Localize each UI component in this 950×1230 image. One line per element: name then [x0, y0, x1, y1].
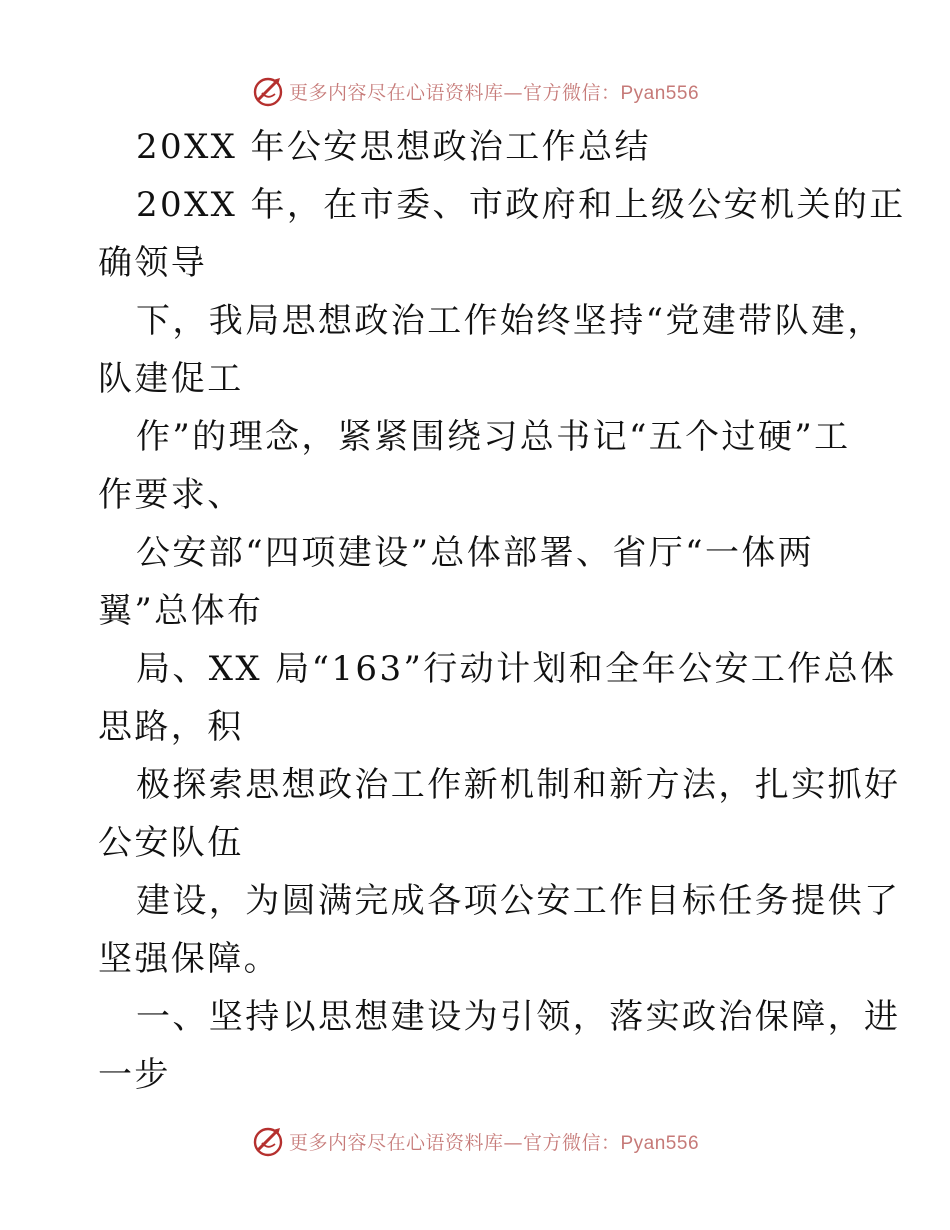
watermark-text: 更多内容尽在心语资料库—官方微信：Pyan556: [288, 81, 700, 104]
watermark-banner-top: [0, 71, 950, 111]
document-title: 20XX 年公安思想政治工作总结: [136, 127, 651, 167]
paragraph-line: 极探索思想政治工作新机制和新方法，扎实抓好: [136, 765, 901, 805]
paragraph-line: 队建促工: [98, 359, 244, 399]
paragraph-line: 公安部“四项建设”总体部署、省厅“一体两: [136, 533, 815, 573]
pen-seal-icon: [251, 74, 285, 108]
watermark-banner-bottom: [0, 1121, 950, 1161]
paragraph-line: 建设，为圆满完成各项公安工作目标任务提供了: [136, 881, 901, 921]
paragraph-line: 思路，积: [98, 707, 244, 747]
paragraph-line: 坚强保障。: [98, 939, 280, 979]
watermark-group: [251, 74, 699, 108]
paragraph-line: 作”的理念，紧紧围绕习总书记“五个过硬”工: [136, 417, 851, 457]
paragraph-line: 20XX 年，在市委、市政府和上级公安机关的正: [136, 185, 906, 225]
paragraph-line: 作要求、: [98, 475, 244, 515]
paragraph-line: 确领导: [98, 243, 208, 283]
paragraph-line: 公安队伍: [98, 823, 244, 863]
watermark-group: [251, 1124, 699, 1158]
document-body: [98, 118, 906, 1104]
paragraph-line: 翼”总体布: [98, 591, 264, 631]
paragraph-line: 一步: [98, 1055, 171, 1095]
paragraph-line: 局、XX 局“163”行动计划和全年公安工作总体: [136, 649, 897, 689]
watermark-text: 更多内容尽在心语资料库—官方微信：Pyan556: [288, 1131, 700, 1154]
paragraph-line: 下，我局思想政治工作始终坚持“党建带队建，: [136, 301, 884, 341]
paragraph-line: 一、坚持以思想建设为引领，落实政治保障，进: [136, 997, 901, 1037]
pen-seal-icon: [251, 1124, 285, 1158]
